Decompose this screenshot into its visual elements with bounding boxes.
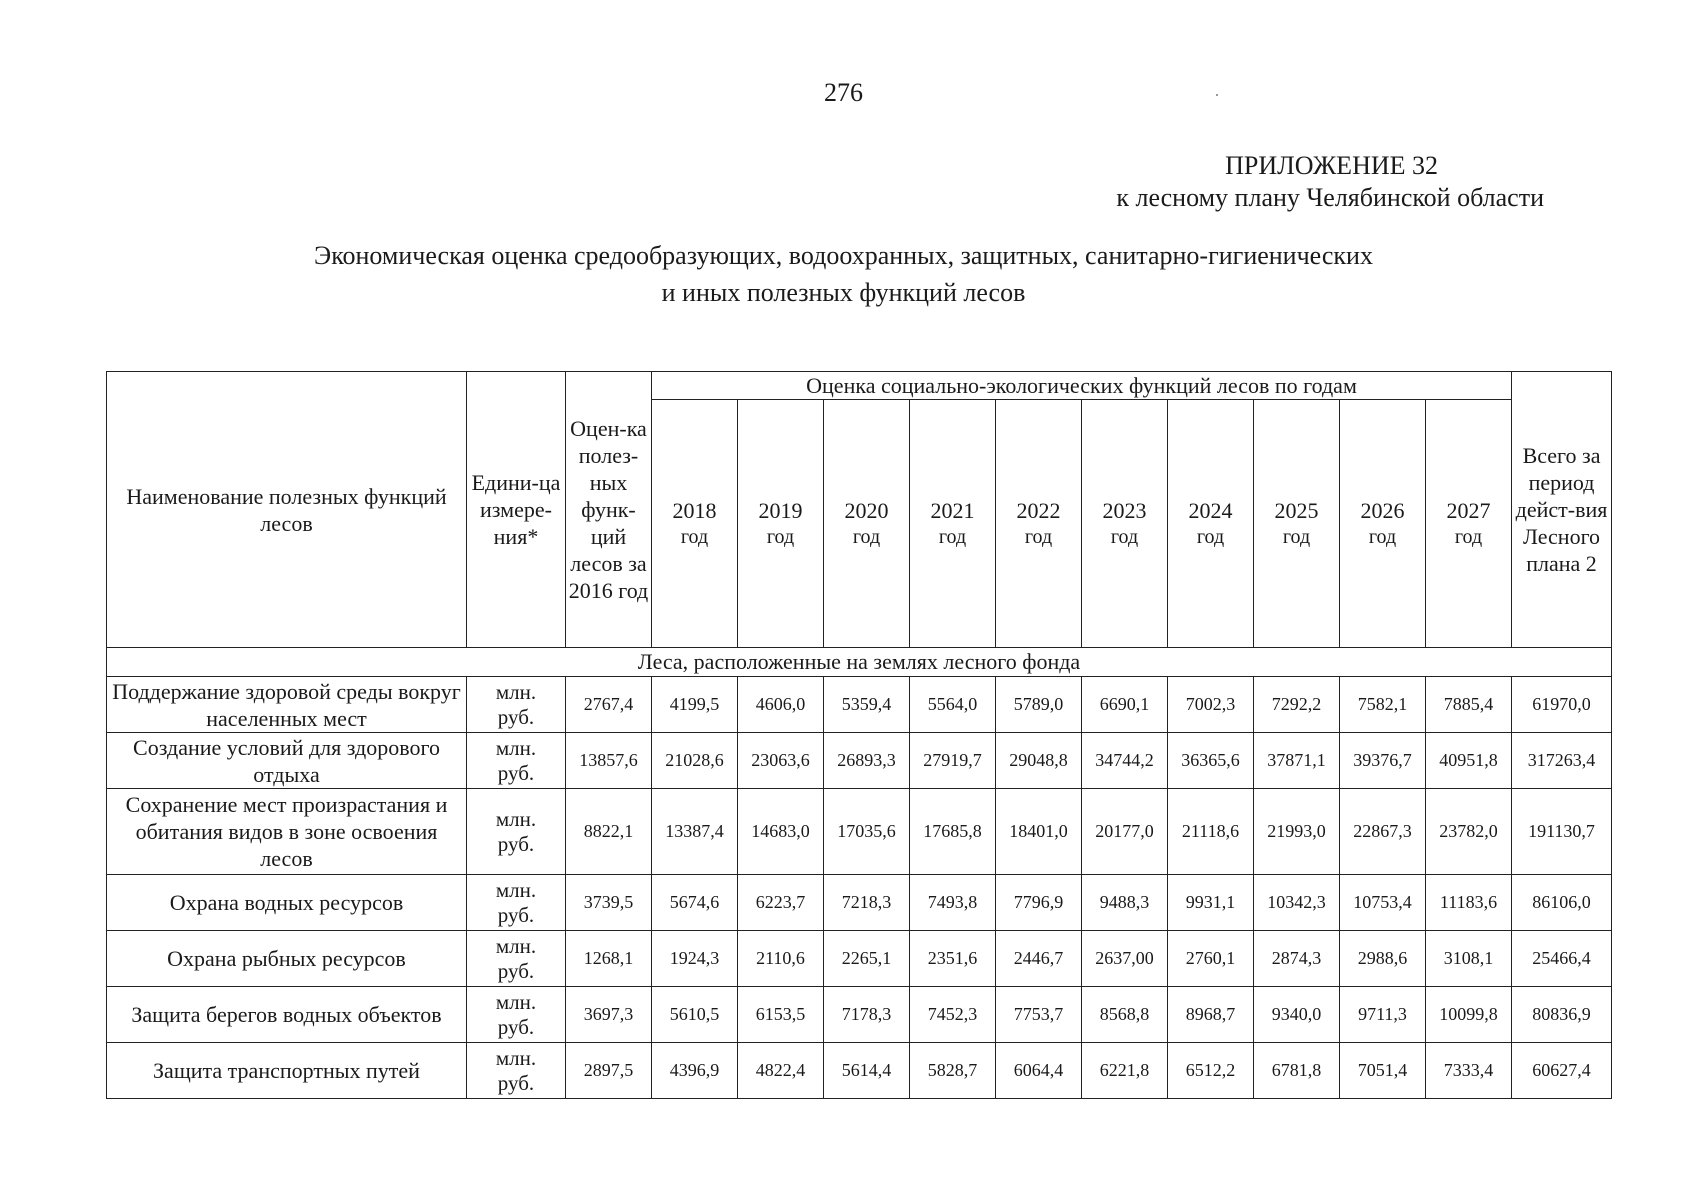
header-year: 2021 год bbox=[910, 400, 996, 648]
base-2016-value: 2897,5 bbox=[566, 1043, 652, 1099]
year-value: 5828,7 bbox=[910, 1043, 996, 1099]
header-year: 2018 год bbox=[652, 400, 738, 648]
year-value: 29048,8 bbox=[996, 733, 1082, 789]
year-value: 2874,3 bbox=[1254, 931, 1340, 987]
year-value: 17035,6 bbox=[824, 789, 910, 875]
year-value: 7292,2 bbox=[1254, 677, 1340, 733]
header-unit: Едини-ца измере-ния* bbox=[467, 372, 566, 648]
year-value: 7582,1 bbox=[1340, 677, 1426, 733]
year-value: 6781,8 bbox=[1254, 1043, 1340, 1099]
year-value: 6512,2 bbox=[1168, 1043, 1254, 1099]
table-row bbox=[107, 875, 1612, 931]
table-row bbox=[107, 789, 1612, 875]
page-number: 276 bbox=[824, 78, 863, 107]
header-year: 2019 год bbox=[738, 400, 824, 648]
total-value: 80836,9 bbox=[1512, 987, 1612, 1043]
function-name: Защита транспортных путей bbox=[107, 1043, 467, 1099]
document-title-line-2: и иных полезных функций лесов bbox=[661, 278, 1026, 307]
base-2016-value: 2767,4 bbox=[566, 677, 652, 733]
function-name: Защита берегов водных объектов bbox=[107, 987, 467, 1043]
year-value: 7051,4 bbox=[1340, 1043, 1426, 1099]
year-value: 2988,6 bbox=[1340, 931, 1426, 987]
year-value: 13387,4 bbox=[652, 789, 738, 875]
year-value: 17685,8 bbox=[910, 789, 996, 875]
function-name: Поддержание здоровой среды вокруг населенных мест bbox=[107, 677, 467, 733]
scan-speck bbox=[1216, 94, 1218, 96]
year-value: 40951,8 bbox=[1426, 733, 1512, 789]
header-year: 2020 год bbox=[824, 400, 910, 648]
year-value: 27919,7 bbox=[910, 733, 996, 789]
header-total: Всего за период дейст-вия Лесного плана 2 bbox=[1512, 372, 1612, 648]
total-value: 86106,0 bbox=[1512, 875, 1612, 931]
year-value: 9488,3 bbox=[1082, 875, 1168, 931]
year-value: 5610,5 bbox=[652, 987, 738, 1043]
year-value: 4199,5 bbox=[652, 677, 738, 733]
year-value: 23782,0 bbox=[1426, 789, 1512, 875]
year-value: 2446,7 bbox=[996, 931, 1082, 987]
table-row bbox=[107, 987, 1612, 1043]
year-value: 4396,9 bbox=[652, 1043, 738, 1099]
year-value: 7452,3 bbox=[910, 987, 996, 1043]
unit-cell: млн. руб. bbox=[467, 875, 566, 931]
year-value: 7218,3 bbox=[824, 875, 910, 931]
function-name: Сохранение мест произрастания и обитания видов в зоне освоения лесов bbox=[107, 789, 467, 875]
total-value: 61970,0 bbox=[1512, 677, 1612, 733]
header-year: 2023 год bbox=[1082, 400, 1168, 648]
year-value: 9340,0 bbox=[1254, 987, 1340, 1043]
year-value: 9931,1 bbox=[1168, 875, 1254, 931]
year-value: 3108,1 bbox=[1426, 931, 1512, 987]
table-row bbox=[107, 733, 1612, 789]
year-value: 26893,3 bbox=[824, 733, 910, 789]
year-value: 7796,9 bbox=[996, 875, 1082, 931]
document-title-line-1: Экономическая оценка средообразующих, водоохранных, защитных, санитарно-гигиенических bbox=[314, 241, 1373, 270]
valuation-table bbox=[106, 371, 1612, 1099]
year-value: 14683,0 bbox=[738, 789, 824, 875]
base-2016-value: 8822,1 bbox=[566, 789, 652, 875]
year-value: 2265,1 bbox=[824, 931, 910, 987]
year-value: 7178,3 bbox=[824, 987, 910, 1043]
year-value: 22867,3 bbox=[1340, 789, 1426, 875]
year-value: 18401,0 bbox=[996, 789, 1082, 875]
appendix-title: ПРИЛОЖЕНИЕ 32 bbox=[1225, 151, 1438, 180]
table-row bbox=[107, 931, 1612, 987]
year-value: 9711,3 bbox=[1340, 987, 1426, 1043]
year-value: 6064,4 bbox=[996, 1043, 1082, 1099]
base-2016-value: 1268,1 bbox=[566, 931, 652, 987]
year-value: 10342,3 bbox=[1254, 875, 1340, 931]
header-row-1 bbox=[107, 372, 1612, 400]
year-value: 7002,3 bbox=[1168, 677, 1254, 733]
year-value: 4606,0 bbox=[738, 677, 824, 733]
table-row bbox=[107, 677, 1612, 733]
header-year: 2026 год bbox=[1340, 400, 1426, 648]
unit-cell: млн. руб. bbox=[467, 1043, 566, 1099]
year-value: 23063,6 bbox=[738, 733, 824, 789]
year-value: 2110,6 bbox=[738, 931, 824, 987]
year-value: 20177,0 bbox=[1082, 789, 1168, 875]
year-value: 7333,4 bbox=[1426, 1043, 1512, 1099]
base-2016-value: 3739,5 bbox=[566, 875, 652, 931]
year-value: 34744,2 bbox=[1082, 733, 1168, 789]
unit-cell: млн. руб. bbox=[467, 987, 566, 1043]
year-value: 21028,6 bbox=[652, 733, 738, 789]
unit-cell: млн. руб. bbox=[467, 733, 566, 789]
header-function-name: Наименование полезных функций лесов bbox=[107, 372, 467, 648]
year-value: 5674,6 bbox=[652, 875, 738, 931]
unit-cell: млн. руб. bbox=[467, 677, 566, 733]
header-year: 2027 год bbox=[1426, 400, 1512, 648]
appendix-subtitle: к лесному плану Челябинской области bbox=[1116, 183, 1544, 212]
year-value: 21993,0 bbox=[1254, 789, 1340, 875]
function-name: Охрана рыбных ресурсов bbox=[107, 931, 467, 987]
year-value: 5789,0 bbox=[996, 677, 1082, 733]
year-value: 7885,4 bbox=[1426, 677, 1512, 733]
year-value: 8968,7 bbox=[1168, 987, 1254, 1043]
year-value: 6690,1 bbox=[1082, 677, 1168, 733]
year-value: 10099,8 bbox=[1426, 987, 1512, 1043]
year-value: 6223,7 bbox=[738, 875, 824, 931]
year-value: 36365,6 bbox=[1168, 733, 1254, 789]
header-year: 2022 год bbox=[996, 400, 1082, 648]
appendix-header bbox=[1116, 150, 1544, 214]
year-value: 39376,7 bbox=[1340, 733, 1426, 789]
section-row bbox=[107, 648, 1612, 677]
year-value: 2760,1 bbox=[1168, 931, 1254, 987]
unit-cell: млн. руб. bbox=[467, 789, 566, 875]
total-value: 317263,4 bbox=[1512, 733, 1612, 789]
year-value: 4822,4 bbox=[738, 1043, 824, 1099]
function-name: Создание условий для здорового отдыха bbox=[107, 733, 467, 789]
year-value: 10753,4 bbox=[1340, 875, 1426, 931]
year-value: 8568,8 bbox=[1082, 987, 1168, 1043]
table-row bbox=[107, 1043, 1612, 1099]
section-label: Леса, расположенные на землях лесного фонда bbox=[107, 648, 1612, 677]
year-value: 5614,4 bbox=[824, 1043, 910, 1099]
function-name: Охрана водных ресурсов bbox=[107, 875, 467, 931]
year-value: 2637,00 bbox=[1082, 931, 1168, 987]
year-value: 11183,6 bbox=[1426, 875, 1512, 931]
base-2016-value: 3697,3 bbox=[566, 987, 652, 1043]
year-value: 5564,0 bbox=[910, 677, 996, 733]
year-value: 37871,1 bbox=[1254, 733, 1340, 789]
year-value: 6221,8 bbox=[1082, 1043, 1168, 1099]
year-value: 2351,6 bbox=[910, 931, 996, 987]
base-2016-value: 13857,6 bbox=[566, 733, 652, 789]
year-value: 6153,5 bbox=[738, 987, 824, 1043]
year-value: 7753,7 bbox=[996, 987, 1082, 1043]
unit-cell: млн. руб. bbox=[467, 931, 566, 987]
header-year: 2025 год bbox=[1254, 400, 1340, 648]
year-value: 7493,8 bbox=[910, 875, 996, 931]
header-estimate-2016: Оцен-ка полез-ных функ-ций лесов за 2016 год bbox=[566, 372, 652, 648]
header-by-years: Оценка социально-экологических функций лесов по годам bbox=[652, 372, 1512, 400]
year-value: 1924,3 bbox=[652, 931, 738, 987]
total-value: 60627,4 bbox=[1512, 1043, 1612, 1099]
total-value: 191130,7 bbox=[1512, 789, 1612, 875]
year-value: 5359,4 bbox=[824, 677, 910, 733]
year-value: 21118,6 bbox=[1168, 789, 1254, 875]
total-value: 25466,4 bbox=[1512, 931, 1612, 987]
document-title bbox=[0, 237, 1687, 311]
header-year: 2024 год bbox=[1168, 400, 1254, 648]
